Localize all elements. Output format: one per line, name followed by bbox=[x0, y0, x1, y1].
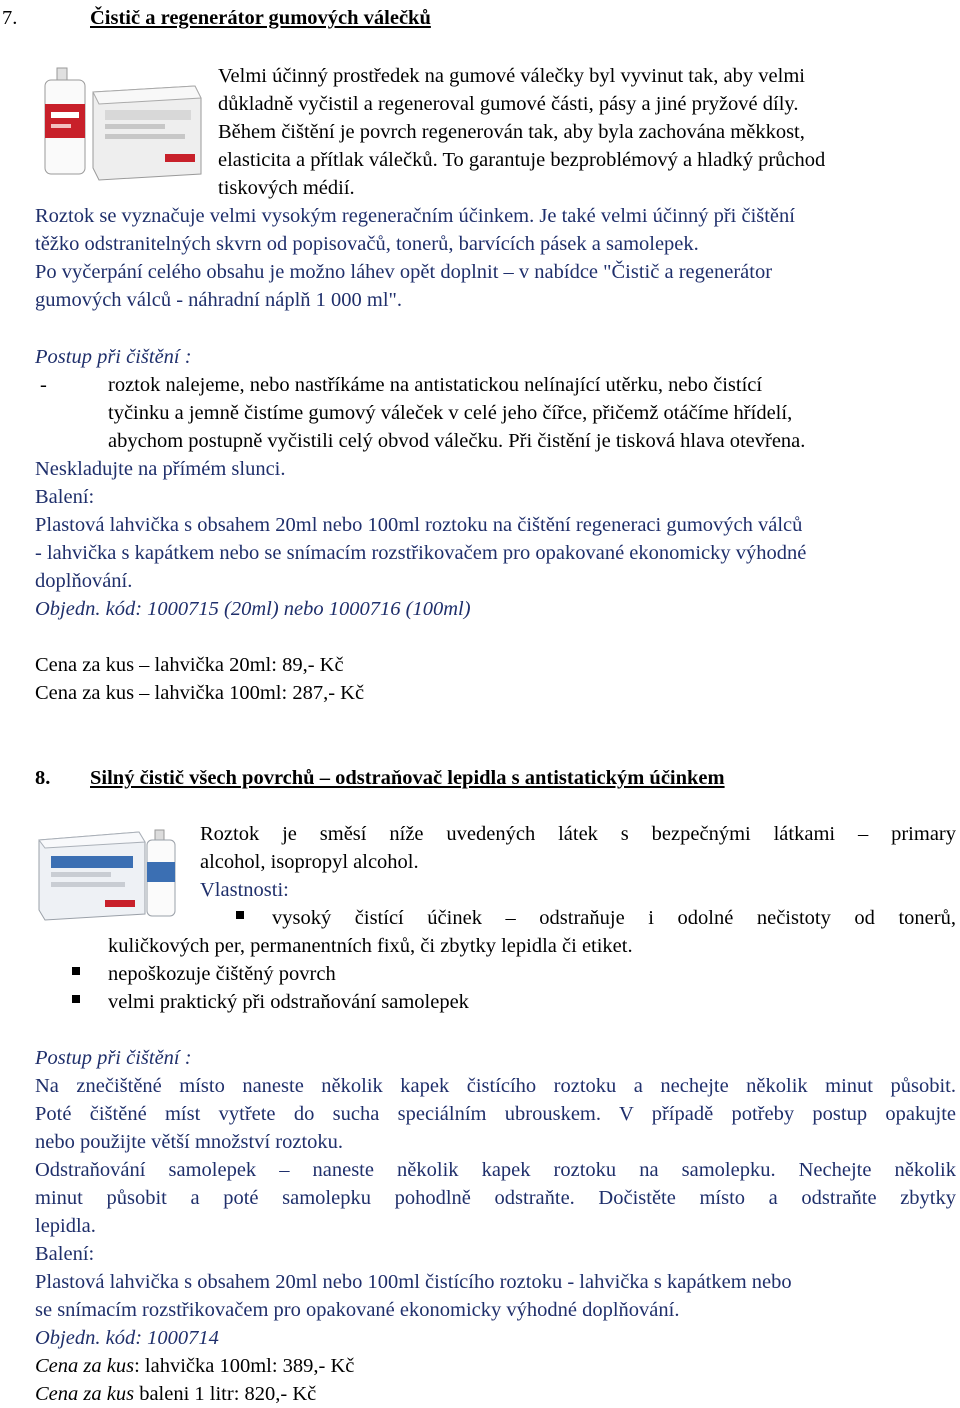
section-7-procedure-line: roztok nalejeme, nebo nastříkáme na antistatickou nelínající utěrku, nebo čistící bbox=[108, 374, 763, 396]
section-7-procedure-heading: Postup při čištění : bbox=[35, 346, 192, 368]
section-8-intro-line: Roztok je směsí níže uvedených látek s bezpečnými látkami – primary bbox=[200, 823, 956, 845]
price-label: Cena za kus bbox=[35, 1355, 135, 1377]
section-8-packaging-line: Plastová lahvička s obsahem 20ml nebo 100ml čistícího roztoku - lahvička s kapátkem nebo bbox=[35, 1271, 792, 1293]
section-8-price bbox=[35, 1380, 316, 1408]
section-8-property-line: nepoškozuje čištěný povrch bbox=[108, 963, 336, 985]
price-value: : lahvička 100ml: 389,- Kč bbox=[134, 1355, 355, 1377]
section-7-packaging-line: - lahvička s kapátkem nebo se snímacím rozstřikovačem pro opakované ekonomicky výhodné bbox=[35, 542, 807, 564]
section-7-procedure-line: abychom postupně vyčistili celý obvod válečku. Při čistění je tisková hlava otevřena. bbox=[108, 430, 806, 452]
section-8-property-continuation: kuličkových per, permanentních fixů, či zbytky lepidla či etiket. bbox=[108, 935, 633, 957]
section-8-labels-line: lepidla. bbox=[35, 1215, 96, 1237]
product-image-roller-cleaner bbox=[35, 62, 205, 182]
bullet-square-icon bbox=[236, 911, 244, 919]
section-7-body-line: gumových válců - náhradní náplň 1 000 ml". bbox=[35, 289, 403, 311]
section-7-note: Neskladujte na přímém slunci. bbox=[35, 458, 286, 480]
section-7-order-code: Objedn. kód: 1000715 (20ml) nebo 1000716 (100ml) bbox=[35, 598, 471, 620]
bullet-square-icon bbox=[72, 995, 80, 1003]
section-7-procedure-dash: - bbox=[40, 374, 47, 396]
section-7-packaging-line: Plastová lahvička s obsahem 20ml nebo 100ml roztoku na čištění regeneraci gumových válců bbox=[35, 514, 803, 536]
section-8-procedure-line: Poté čištěné míst vytřete do sucha speciálním ubrouskem. V případě potřeby postup opakujte bbox=[35, 1103, 956, 1125]
section-8-procedure-heading: Postup při čištění : bbox=[35, 1047, 192, 1069]
section-8-packaging-heading: Balení: bbox=[35, 1243, 95, 1265]
section-8-title: Silný čistič všech povrchů – odstraňovač lepidla s antistatickým účinkem bbox=[90, 767, 725, 789]
section-8-properties-heading: Vlastnosti: bbox=[200, 879, 289, 901]
section-8-labels-line: minut působit a poté samolepku pohodlně odstraňte. Dočistěte místo a odstraňte zbytky bbox=[35, 1187, 956, 1209]
section-7-body-line: Roztok se vyznačuje velmi vysokým regeneračním účinkem. Je také velmi účinný při čištění bbox=[35, 205, 795, 227]
section-8-property-line: velmi praktický při odstraňování samolepek bbox=[108, 991, 469, 1013]
section-7-title: Čistič a regenerátor gumových válečků bbox=[90, 7, 431, 29]
section-7-body-line: těžko odstranitelných skvrn od popisovačů, tonerů, barvících pásek a samolepek. bbox=[35, 233, 699, 255]
section-8-property-line: vysoký čistící účinek – odstraňuje i odolné nečistoty od tonerů, bbox=[272, 907, 956, 929]
price-value: baleni 1 litr: 820,- Kč bbox=[134, 1383, 317, 1405]
bullet-square-icon bbox=[72, 967, 80, 975]
section-8-number: 8. bbox=[35, 767, 51, 789]
section-7-intro-line: důkladně vyčistil a regeneroval gumové části, pásy a jiné pryžové díly. bbox=[218, 93, 799, 115]
section-8-labels-line: Odstraňování samolepek – naneste několik kapek roztoku na samolepku. Nechejte několik bbox=[35, 1159, 956, 1181]
section-7-price: Cena za kus – lahvička 20ml: 89,- Kč bbox=[35, 654, 344, 676]
section-7-procedure-line: tyčinku a jemně čistíme gumový váleček v celé jeho čířce, přičemž otáčíme hřídelí, bbox=[108, 402, 793, 424]
product-image-surface-cleaner bbox=[35, 822, 190, 922]
section-7-body-line: Po vyčerpání celého obsahu je možno láhev opět doplnit – v nabídce "Čistič a regenerátor bbox=[35, 261, 773, 283]
section-7-price: Cena za kus – lahvička 100ml: 287,- Kč bbox=[35, 682, 365, 704]
section-8-price bbox=[35, 1352, 354, 1380]
section-8-procedure-line: Na znečištěné místo naneste několik kapek čistícího roztoku a nechejte několik minut působit. bbox=[35, 1075, 956, 1097]
section-7-number: 7. bbox=[2, 7, 18, 29]
price-label: Cena za kus bbox=[35, 1383, 135, 1405]
section-8-intro-line: alcohol, isopropyl alcohol. bbox=[200, 851, 419, 873]
section-8-order-code: Objedn. kód: 1000714 bbox=[35, 1327, 219, 1349]
section-7-intro-line: elasticita a přítlak válečků. To garantuje bezproblémový a hladký průchod bbox=[218, 149, 826, 171]
section-7-packaging-line: doplňování. bbox=[35, 570, 133, 592]
section-7-intro-line: tiskových médií. bbox=[218, 177, 355, 199]
section-7-intro-line: Během čištění je povrch regenerován tak, aby byla zachována měkkost, bbox=[218, 121, 805, 143]
section-7-packaging-heading: Balení: bbox=[35, 486, 95, 508]
section-8-procedure-line: nebo použijte větší množství roztoku. bbox=[35, 1131, 344, 1153]
section-8-packaging-line: se snímacím rozstřikovačem pro opakované ekonomicky výhodné doplňování. bbox=[35, 1299, 680, 1321]
section-7-intro-line: Velmi účinný prostředek na gumové válečky byl vyvinut tak, aby velmi bbox=[218, 65, 805, 87]
